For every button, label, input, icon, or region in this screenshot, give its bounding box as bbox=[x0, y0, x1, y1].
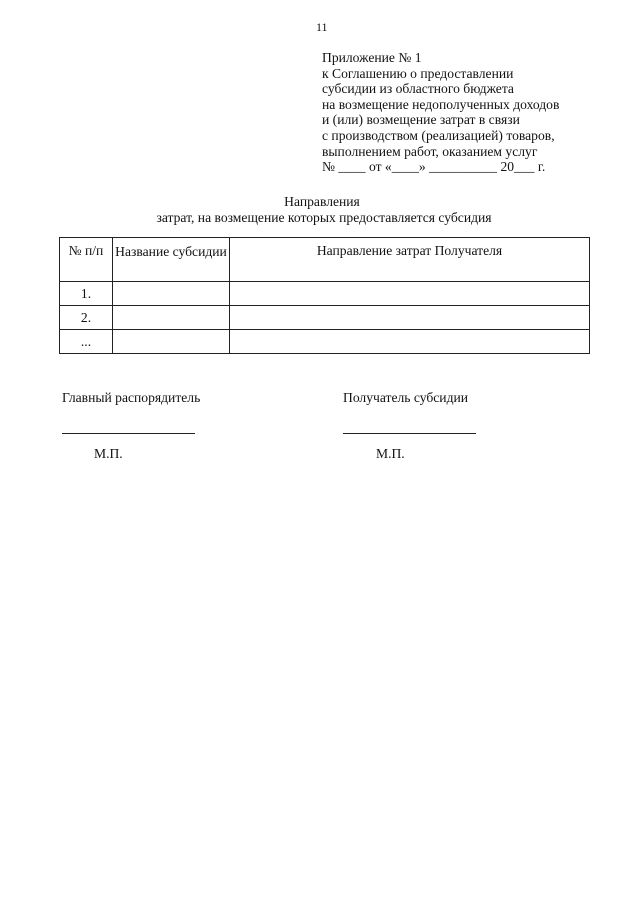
appendix-line: на возмещение недополученных доходов bbox=[322, 96, 560, 112]
chief-administrator-stamp-place: М.П. bbox=[94, 446, 123, 461]
chief-administrator-label: Главный распорядитель bbox=[62, 390, 201, 405]
appendix-line: выполнением работ, оказанием услуг bbox=[322, 143, 538, 159]
document-title: Направления bbox=[284, 194, 360, 209]
expenses-table bbox=[59, 237, 590, 354]
appendix-line: № ____ от «____» __________ 20___ г. bbox=[322, 159, 546, 175]
table-row bbox=[60, 282, 590, 306]
table-cell-subsidy-name bbox=[113, 306, 230, 330]
recipient-signature-line bbox=[343, 433, 476, 434]
chief-administrator-signature-line bbox=[62, 433, 195, 434]
recipient-label: Получатель субсидии bbox=[343, 390, 469, 405]
table-header-row bbox=[60, 238, 590, 282]
table-cell-number: 2. bbox=[60, 306, 113, 330]
table-row bbox=[60, 330, 590, 354]
appendix-line: к Соглашению о предоставлении bbox=[322, 65, 514, 81]
table-cell-expense-direction bbox=[230, 306, 590, 330]
column-header-subsidy-name: Название субсидии bbox=[113, 238, 230, 282]
table-cell-subsidy-name bbox=[113, 282, 230, 306]
appendix-header bbox=[322, 50, 622, 175]
table-cell-expense-direction bbox=[230, 282, 590, 306]
appendix-line: субсидии из областного бюджета bbox=[322, 81, 514, 97]
recipient-stamp-place: М.П. bbox=[376, 446, 405, 461]
table-cell-number: ... bbox=[60, 330, 113, 354]
table-cell-number: 1. bbox=[60, 282, 113, 306]
page-number: 11 bbox=[316, 20, 328, 34]
column-header-expense-direction: Направление затрат Получателя bbox=[230, 238, 590, 282]
table-cell-subsidy-name bbox=[113, 330, 230, 354]
appendix-line: и (или) возмещение затрат в связи bbox=[322, 112, 520, 128]
appendix-line: с производством (реализацией) товаров, bbox=[322, 127, 555, 143]
document-subtitle: затрат, на возмещение которых предоставляется субсидия bbox=[156, 210, 492, 225]
column-header-number: № п/п bbox=[60, 238, 113, 282]
appendix-line: Приложение № 1 bbox=[322, 50, 422, 65]
table-cell-expense-direction bbox=[230, 330, 590, 354]
table-row bbox=[60, 306, 590, 330]
